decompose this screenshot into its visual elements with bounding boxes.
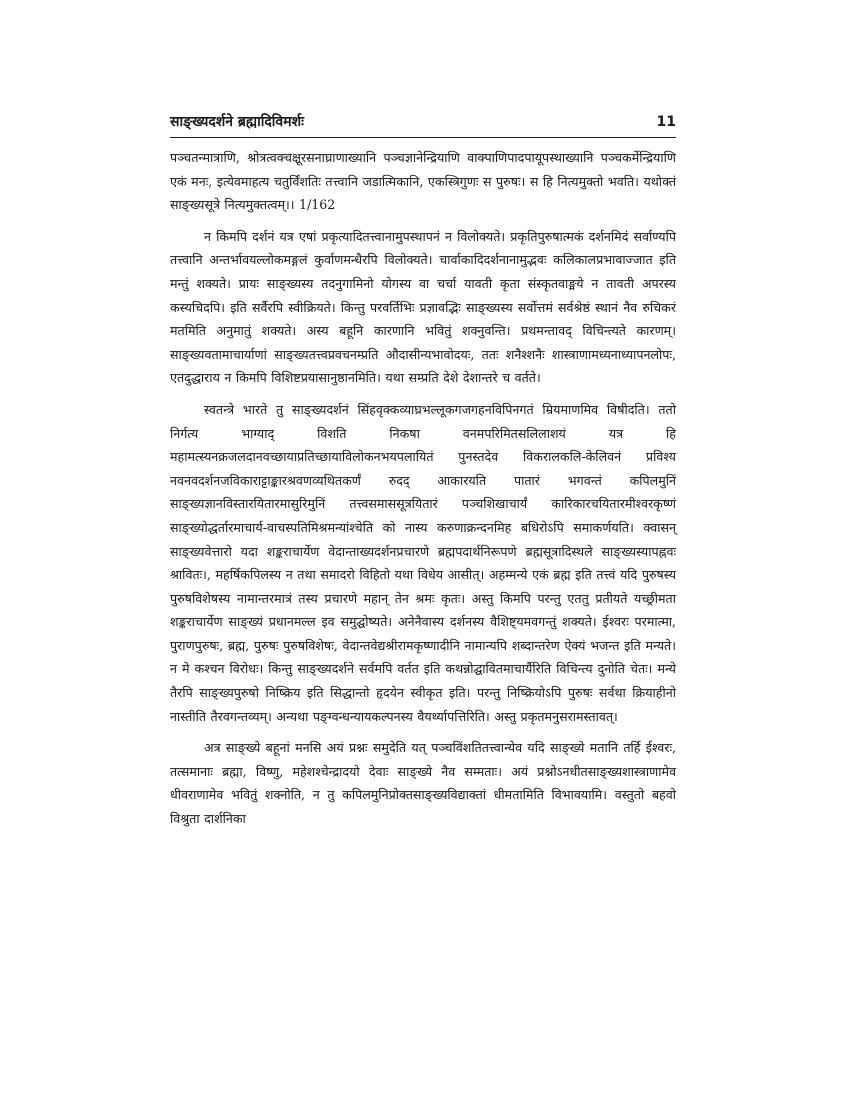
running-header — [170, 112, 676, 138]
page — [170, 112, 676, 839]
paragraph: अत्र साङ्ख्ये बहूनां मनसि अयं प्रश्नः समुदेति यत् पञ्चविंशतितत्त्वान्येव यदि साङ्ख्ये मतानि तर्हि ईश्वरः, तत्समानाः ब्रह्मा, विष्णु, महेशश्चेन्द्रादयो देवाः साङ्ख्ये नैव सम्मताः। अयं प्रश्नोऽनधीतसाङ्ख्यशास्त्राणामेव धीवराणामेव भवितुं शक्नोति, न तु कपिलमुनिप्रोक्तसाङ्ख्यविद्याक्तां धीमतामिति विभावयामि। वस्तुतो बहवो विश्रुता दार्शनिका — [170, 740, 676, 827]
page-number: 11 — [656, 114, 676, 130]
paragraph: न किमपि दर्शनं यत्र एषां प्रकृत्यादितत्त्वानामुपस्थापनं न विलोक्यते। प्रकृतिपुरुषात्मकं दर्शनमिदं सर्वाण्यपि तत्त्वानि अन्तर्भावयल्लोकमङ्गलं कुर्वाणमन्धैरपि विलोक्यते। चार्वाकादिदर्शनानामुद्भवः कलिकालप्रभावाज्जात इति मन्तुं शक्यते। प्रायः साङ्ख्यस्य तदनुगामिनो योगस्य वा चर्चा यावती कृता संस्कृतवाङ्मये न तावती अपरस्य कस्यचिदपि। इति सर्वैरपि स्वीक्रियते। किन्तु परवर्तिभिः प्रज्ञावद्भिः साङ्ख्यस्य सर्वोत्तमं सर्वश्रेष्ठं स्थानं नैव रुचिकरं मतमिति अनुमातुं शक्यते। अस्य बहूनि कारणानि भवितुं शक्नुवन्ति। प्रथमन्तावद् विचिन्त्यते कारणम्। साङ्ख्यवतामाचार्याणां साङ्ख्यतत्त्वप्रवचनम्प्रति औदासीन्यभावोदयः, ततः शनैश्शनैः शास्त्राणामध्यनाध्यापनलोपः, एतदुद्धाराय न किमपि विशिष्टप्रयासानुष्ठानमिति। यथा सम्प्रति देशे देशान्तरे च वर्तते। — [170, 228, 676, 386]
paragraph: स्वतन्त्रे भारते तु साङ्ख्यदर्शनं सिंहवृक्कव्याघ्रभल्लूकगजगहनविपिनगतं म्रियमाणमिव विषीदति। ततो निर्गत्य भाग्याद् विशति निकषा वनमपरिमितसलिलाशयं यत्र हि महामत्स्यनक्रजलदानवच्छायाप्रतिच्छायाविलोकनभयपलायितं पुनस्तदेव विकरालकलि-केलिवनं प्रविश्य नवनवदर्शनजविकाराट्टाङ्कारश्रवणव्यथितकर्णं रुदद् आकारयति पातारं भगवन्तं कपिलमुनिं साङ्ख्यज्ञानविस्तारयितारमासुरिमुनिं तत्त्वसमाससूत्रयितारं पञ्चशिखाचार्यं कारिकारचयितारमीश्वरकृष्णं साङ्ख्योद्धर्तारमाचार्य-वाचस्पतिमिश्रमन्यांश्चेति को नास्य करुणाक्रन्दनमिह बधिरोऽपि समाकर्णयति। क्वासन् साङ्ख्यवेत्तारो यदा शङ्कराचार्येण वेदान्ताख्यदर्शनप्रचारणे ब्रह्मपदार्थनिरूपणे ब्रह्मसूत्रादिस्थले साङ्ख्यस्यापह्नवः श्रावितः।, महर्षिकपिलस्य न तथा समादरो विहितो यथा विधेय आसीत्। अहम्मन्ये एकं ब्रह्म इति तत्त्वं यदि पुरुषस्य पुरुषविशेषस्य नामान्तरमात्रं तस्य प्रचारणे महान् तेन श्रमः कृतः। अस्तु किमपि परन्तु एततु प्रतीयते यच्छ्रीमता शङ्कराचार्येण साङ्ख्यं प्रधानमल्ल इव समुद्घोष्यते। अनेनैवास्य दर्शनस्य वैशिष्ट्यमवगन्तुं शक्यते। ईश्वरः परमात्मा, पुराणपुरुषः, ब्रह्म, पुरुषः पुरुषविशेषः, वेदान्तवेद्यश्रीरामकृष्णादीनि नामान्यपि शब्दान्तरेण ऐक्यं भजन्त इति मन्यते। न मे कश्चन विरोधः। किन्तु साङ्ख्यदर्शने सर्वमपि वर्तत इति कथन्नोद्घावितमाचार्यैरिति विचिन्त्य दुनोति चेतः। मन्ये तैरपि साङ्ख्यपुरुषो निष्क्रिय इति सिद्धान्तो हृदयेन स्वीकृत इति। परन्तु निष्क्रियोऽपि पुरुषः सर्वथा क्रियाहीनो नास्तीति तैरवगन्तव्यम्। अन्यथा पङ्ग्वन्धन्यायकल्पनस्य वैयर्थ्यापत्तिरिति। अस्तु प्रकृतमनुसरामस्तावत्। — [170, 401, 676, 724]
paragraph-continued: पञ्चतन्मात्राणि, श्रोत्रत्वक्चक्षूरसनाघ्राणाख्यानि पञ्चज्ञानेन्द्रियाणि वाक्पाणिपादपायूपस्थाख्यानि पञ्चकर्मेन्द्रियाणि एकं मनः, इत्येवमाहत्य चतुर्विंशतिः तत्त्वानि जडात्मिकानि, एकस्त्रिगुणः स पुरुषः। स हि नित्यमुक्तो भवति। यथोक्तं साङ्ख्यसूत्रे नित्यमुक्तत्वम्।। 1/162 — [170, 150, 676, 213]
body-text — [170, 146, 676, 831]
running-title: साङ्ख्यदर्शने ब्रह्मादिविमर्शः — [170, 114, 304, 130]
